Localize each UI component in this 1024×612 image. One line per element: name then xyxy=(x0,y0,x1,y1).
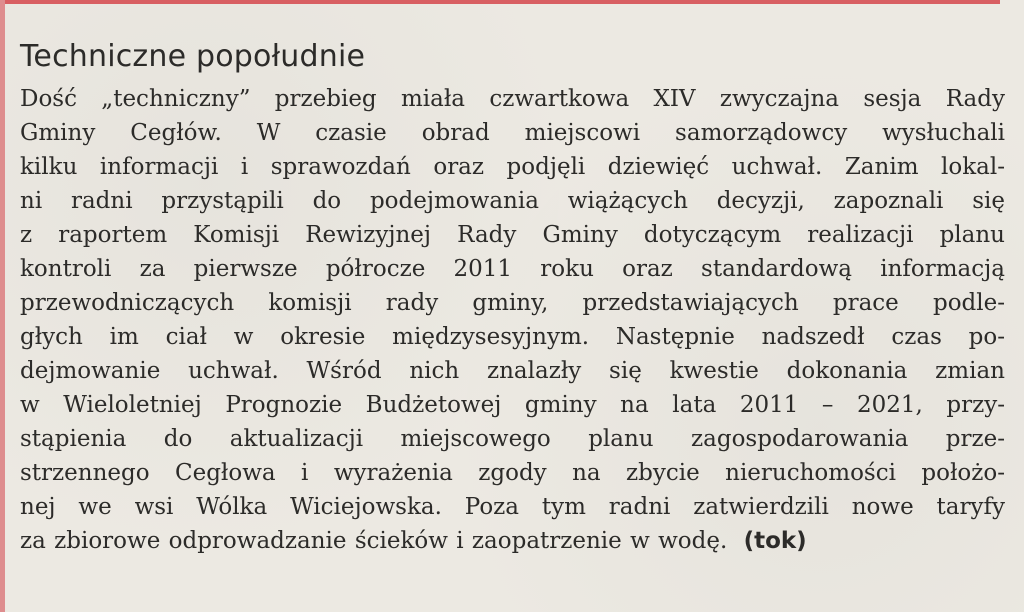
body-line-12: strzennego Cegłowa i wyrażenia zgody na zbycie nieruchomości położo- xyxy=(20,460,1005,486)
left-red-rule xyxy=(0,0,5,612)
body-line-13: nej we wsi Wólka Wiciejowska. Poza tym radni zatwierdzili nowe taryfy xyxy=(20,494,1005,520)
body-line-7: przewodniczących komisji rady gminy, przedstawiających prace podle- xyxy=(20,290,1005,316)
body-line-1: Dość „techniczny” przebieg miała czwartkowa XIV zwyczajna sesja Rady xyxy=(20,86,1005,112)
body-line-8: głych im ciał w okresie międzysesyjnym. Następnie nadszedł czas po- xyxy=(20,324,1005,350)
article-body xyxy=(20,82,1005,558)
body-line-11: stąpienia do aktualizacji miejscowego planu zagospodarowania prze- xyxy=(20,426,1005,452)
body-line-10: w Wieloletniej Prognozie Budżetowej gminy na lata 2011 – 2021, przy- xyxy=(20,392,1005,418)
body-line-3: kilku informacji i sprawozdań oraz podjęli dziewięć uchwał. Zanim lokal- xyxy=(20,154,1005,180)
body-line-6: kontroli za pierwsze półrocze 2011 roku oraz standardową informacją xyxy=(20,256,1005,282)
body-line-5: z raportem Komisji Rewizyjnej Rady Gminy dotyczącym realizacji planu xyxy=(20,222,1005,248)
final-line-text: za zbiorowe odprowadzanie ścieków i zaopatrzenie w wodę. xyxy=(20,528,728,554)
body-line-2: Gminy Cegłów. W czasie obrad miejscowi samorządowcy wysłuchali xyxy=(20,120,1005,146)
body-line-9: dejmowanie uchwał. Wśród nich znalazły się kwestie dokonania zmian xyxy=(20,358,1005,384)
byline: (tok) xyxy=(743,528,807,554)
article xyxy=(20,34,1005,558)
body-line-4: ni radni przystąpili do podejmowania wiążących decyzji, zapoznali się xyxy=(20,188,1005,214)
top-red-rule xyxy=(0,0,1000,4)
body-line-14 xyxy=(20,524,1005,558)
article-title: Techniczne popołudnie xyxy=(20,39,366,74)
